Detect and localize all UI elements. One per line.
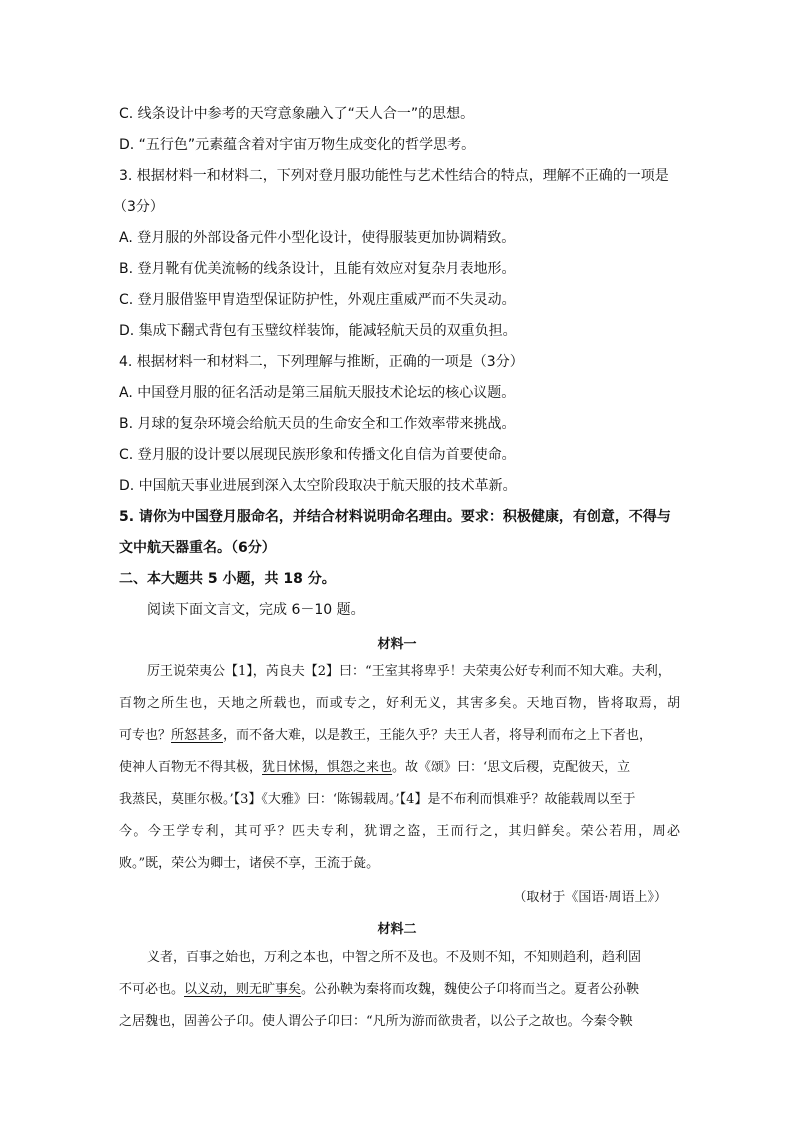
material1-line-1: 厉王说荣夷公【1】，芮良夫【2】曰：“王室其将卑乎！夫荣夷公好专利而不知大难。夫利， <box>147 664 671 679</box>
text-run: 。公孙鞅为秦将而攻魏，魏使公子卬将而当之。夏者公孙鞅 <box>301 982 640 997</box>
material1-source: （取材于《国语·周语上》） <box>513 890 667 905</box>
underlined-phrase: 以义动，则无旷事矣 <box>184 982 302 997</box>
q3-points: （3分） <box>113 199 164 215</box>
text-run: ，而不备大难，以是教王，王能久乎？夫王人者，将导利而布之上下者也， <box>223 728 653 743</box>
q2-option-c: C. 线条设计中参考的天穹意象融入了“天人合一”的思想。 <box>119 106 475 122</box>
material1-line-6: 今。今王学专利，其可乎？匹夫专利，犹谓之盗，王而行之，其归鲜矣。荣公若用，周必 <box>119 824 680 839</box>
q3-option-b: B. 登月靴有优美流畅的线条设计，且能有效应对复杂月表地形。 <box>119 261 516 277</box>
q5-stem-cont: 文中航天器重名。（6分） <box>119 540 276 556</box>
material2-line-1: 义者，百事之始也，万利之本也，中智之所不及也。不及则不知，不知则趋利，趋利固 <box>147 950 642 965</box>
q4-option-c: C. 登月服的设计要以展现民族形象和传播文化自信为首要使命。 <box>119 447 516 463</box>
material1-line-3 <box>119 726 680 746</box>
q4-stem: 4. 根据材料一和材料二，下列理解与推断，正确的一项是（3分） <box>119 354 524 370</box>
section-intro: 阅读下面文言文，完成 6－10 题。 <box>147 602 365 618</box>
underlined-phrase: 所怒甚多 <box>171 728 224 743</box>
material2-title: 材料二 <box>377 922 417 937</box>
q4-option-a: A. 中国登月服的征名活动是第三届航天服技术论坛的核心议题。 <box>119 385 516 401</box>
text-run: 。故《颂》曰：‘思文后稷，克配彼天，立 <box>392 760 631 775</box>
material1-line-4 <box>119 758 680 778</box>
q3-option-d: D. 集成下翻式背包有玉璧纹样装饰，能减轻航天员的双重负担。 <box>119 323 517 339</box>
underlined-phrase: 犹日怵惕，惧怨之来也 <box>262 760 393 775</box>
q5-stem: 5. 请你为中国登月服命名，并结合材料说明命名理由。要求：积极健康，有创意，不得与 <box>119 509 671 525</box>
text-run: 使神人百物无不得其极， <box>119 760 263 775</box>
section-heading: 二、本大题共 5 小题，共 18 分。 <box>119 571 336 587</box>
q3-option-c: C. 登月服借鉴甲胄造型保证防护性，外观庄重威严而不失灵动。 <box>119 292 516 308</box>
text-run: 可专也？ <box>119 728 172 743</box>
material1-line-2: 百物之所生也，天地之所载也，而或专之，好利无义，其害多矣。天地百物，皆将取焉，胡 <box>119 696 680 711</box>
q2-option-d: D. “五行色”元素蕴含着对宇宙万物生成变化的哲学思考。 <box>119 137 476 153</box>
q3-stem: 3. 根据材料一和材料二，下列对登月服功能性与艺术性结合的特点，理解不正确的一项是 <box>119 168 669 184</box>
material2-line-3: 之居魏也，固善公子卬。使人谓公子卬曰：“凡所为游而欲贵者，以公子之故也。今秦令鞅 <box>119 1014 633 1029</box>
q3-option-a: A. 登月服的外部设备元件小型化设计，使得服装更加协调精致。 <box>119 230 516 246</box>
q4-option-b: B. 月球的复杂环境会给航天员的生命安全和工作效率带来挑战。 <box>119 416 516 432</box>
material1-line-5: 我蒸民，莫匪尔极。’【3】《大雅》曰：‘陈锡载周。’【4】是不布利而惧难乎？故能载周以至于 <box>119 792 636 807</box>
material2-line-2 <box>119 980 680 1000</box>
text-run: 不可必也。 <box>119 982 185 997</box>
q4-option-d: D. 中国航天事业进展到深入太空阶段取决于航天服的技术革新。 <box>119 478 517 494</box>
material1-title: 材料一 <box>377 637 417 652</box>
material1-line-7: 败。”既，荣公为卿士，诸侯不享，王流于彘。 <box>119 856 380 871</box>
